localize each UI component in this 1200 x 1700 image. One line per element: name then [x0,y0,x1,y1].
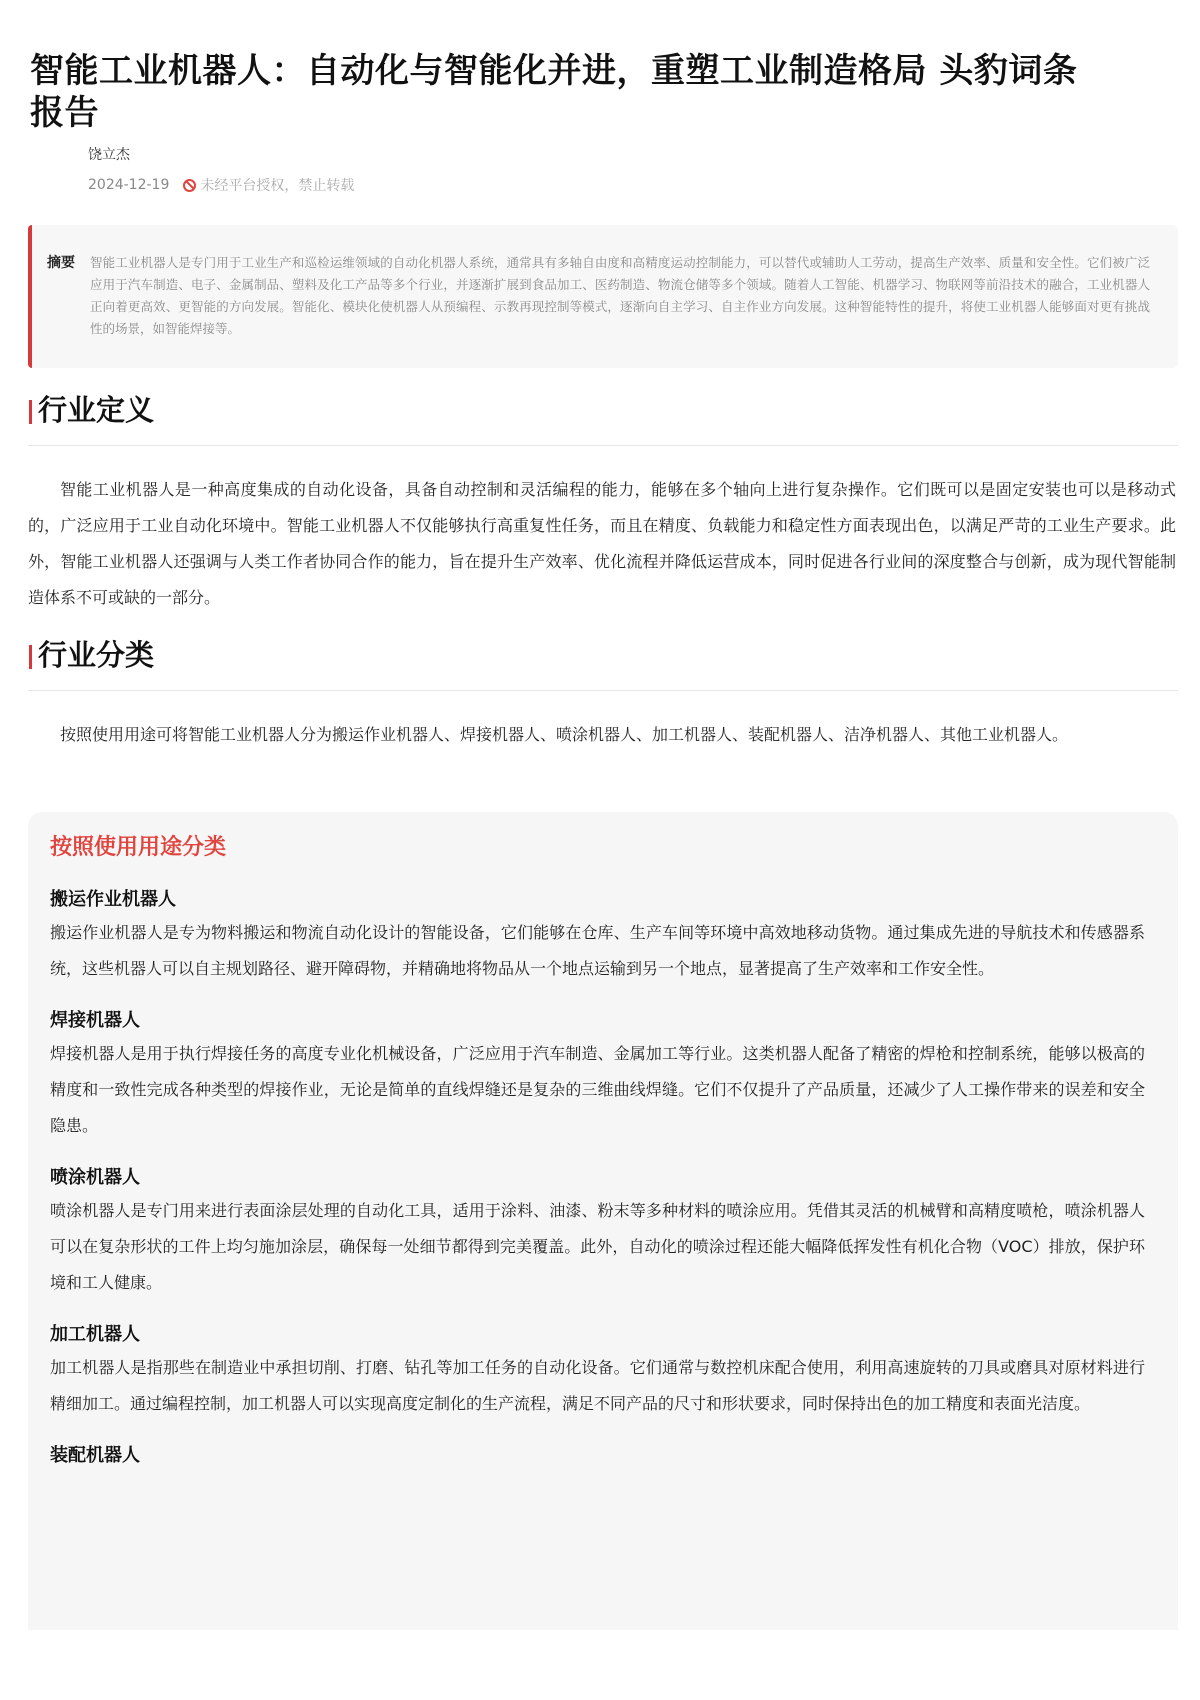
list-item [50,1164,1156,1301]
list-item [50,886,1156,987]
item-name: 喷涂机器人 [50,1167,140,1188]
section-heading-classification: 行业分类 [28,637,154,673]
item-name: 装配机器人 [50,1445,140,1466]
copyright-notice [183,175,354,195]
item-description: 搬运作业机器人是专为物料搬运和物流自动化设计的智能设备，它们能够在仓库、生产车间等环境中高效地移动货物。通过集成先进的导航技术和传感器系统，这些机器人可以自主规划路径、避开障碍物，并精确地将物品从一个地点运输到另一个地点，显著提高了生产效率和工作安全性。 [50,923,1145,978]
ban-icon [183,179,196,192]
item-description: 喷涂机器人是专门用来进行表面涂层处理的自动化工具，适用于涂料、油漆、粉末等多种材料的喷涂应用。凭借其灵活的机械臂和高精度喷枪，喷涂机器人可以在复杂形状的工件上均匀施加涂层，确保每一处细节都得到完美覆盖。此外，自动化的喷涂过程还能大幅降低挥发性有机化合物（VOC）排放，保护环境和工人健康。 [50,1201,1145,1292]
section-divider [28,445,1178,446]
abstract-text: 智能工业机器人是专门用于工业生产和巡检运维领域的自动化机器人系统，通常具有多轴自由度和高精度运动控制能力，可以替代或辅助人工劳动，提高生产效率、质量和安全性。它们被广泛应用于汽车制造、电子、金属制品、塑料及化工产品等多个行业，并逐渐扩展到食品加工、医药制造、物流仓储等多个领域。随着人工智能、机器学习、物联网等前沿技术的融合，工业机器人正向着更高效、更智能的方向发展。智能化、模块化使机器人从预编程、示教再现控制等模式，逐渐向自主学习、自主作业方向发展。这种智能特性的提升，将使工业机器人能够面对更有挑战性的场景，如智能焊接等。 [90,255,1150,336]
list-item [50,1442,1156,1470]
section-divider [28,690,1178,691]
card-title: 按照使用用途分类 [50,835,227,860]
item-description: 焊接机器人是用于执行焊接任务的高度专业化机械设备，广泛应用于汽车制造、金属加工等行业。这类机器人配备了精密的焊枪和控制系统，能够以极高的精度和一致性完成各种类型的焊接作业，无论是简单的直线焊缝还是复杂的三维曲线焊缝。它们不仅提升了产品质量，还减少了人工操作带来的误差和安全隐患。 [50,1044,1145,1135]
classification-paragraph: 按照使用用途可将智能工业机器人分为搬运作业机器人、焊接机器人、喷涂机器人、加工机器人、装配机器人、洁净机器人、其他工业机器人。 [60,725,1069,744]
abstract-label: 摘要 [47,255,75,271]
item-name: 加工机器人 [50,1324,140,1345]
list-item [50,1007,1156,1144]
item-name: 搬运作业机器人 [50,889,176,910]
classification-card [28,812,1178,1630]
article-meta [88,175,354,195]
author-name: 饶立杰 [88,147,130,163]
item-description: 加工机器人是指那些在制造业中承担切削、打磨、钻孔等加工任务的自动化设备。它们通常与数控机床配合使用，利用高速旋转的刀具或磨具对原材料进行精细加工。通过编程控制，加工机器人可以实现高度定制化的生产流程，满足不同产品的尺寸和形状要求，同时保持出色的加工精度和表面光洁度。 [50,1358,1145,1413]
abstract-box [28,225,1178,368]
definition-paragraph: 智能工业机器人是一种高度集成的自动化设备，具备自动控制和灵活编程的能力，能够在多个轴向上进行复杂操作。它们既可以是固定安装也可以是移动式的，广泛应用于工业自动化环境中。智能工业机器人不仅能够执行高重复性任务，而且在精度、负载能力和稳定性方面表现出色，以满足严苛的工业生产要求。此外，智能工业机器人还强调与人类工作者协同合作的能力，旨在提升生产效率、优化流程并降低运营成本，同时促进各行业间的深度整合与创新，成为现代智能制造体系不可或缺的一部分。 [28,480,1176,607]
publish-date: 2024-12-19 [88,177,170,193]
list-item [50,1321,1156,1422]
copyright-notice-text: 未经平台授权，禁止转载 [200,178,355,194]
item-name: 焊接机器人 [50,1010,140,1031]
article-title: 智能工业机器人：自动化与智能化并进，重塑工业制造格局 头豹词条报告 [30,51,1078,133]
section-heading-definition: 行业定义 [28,392,154,428]
